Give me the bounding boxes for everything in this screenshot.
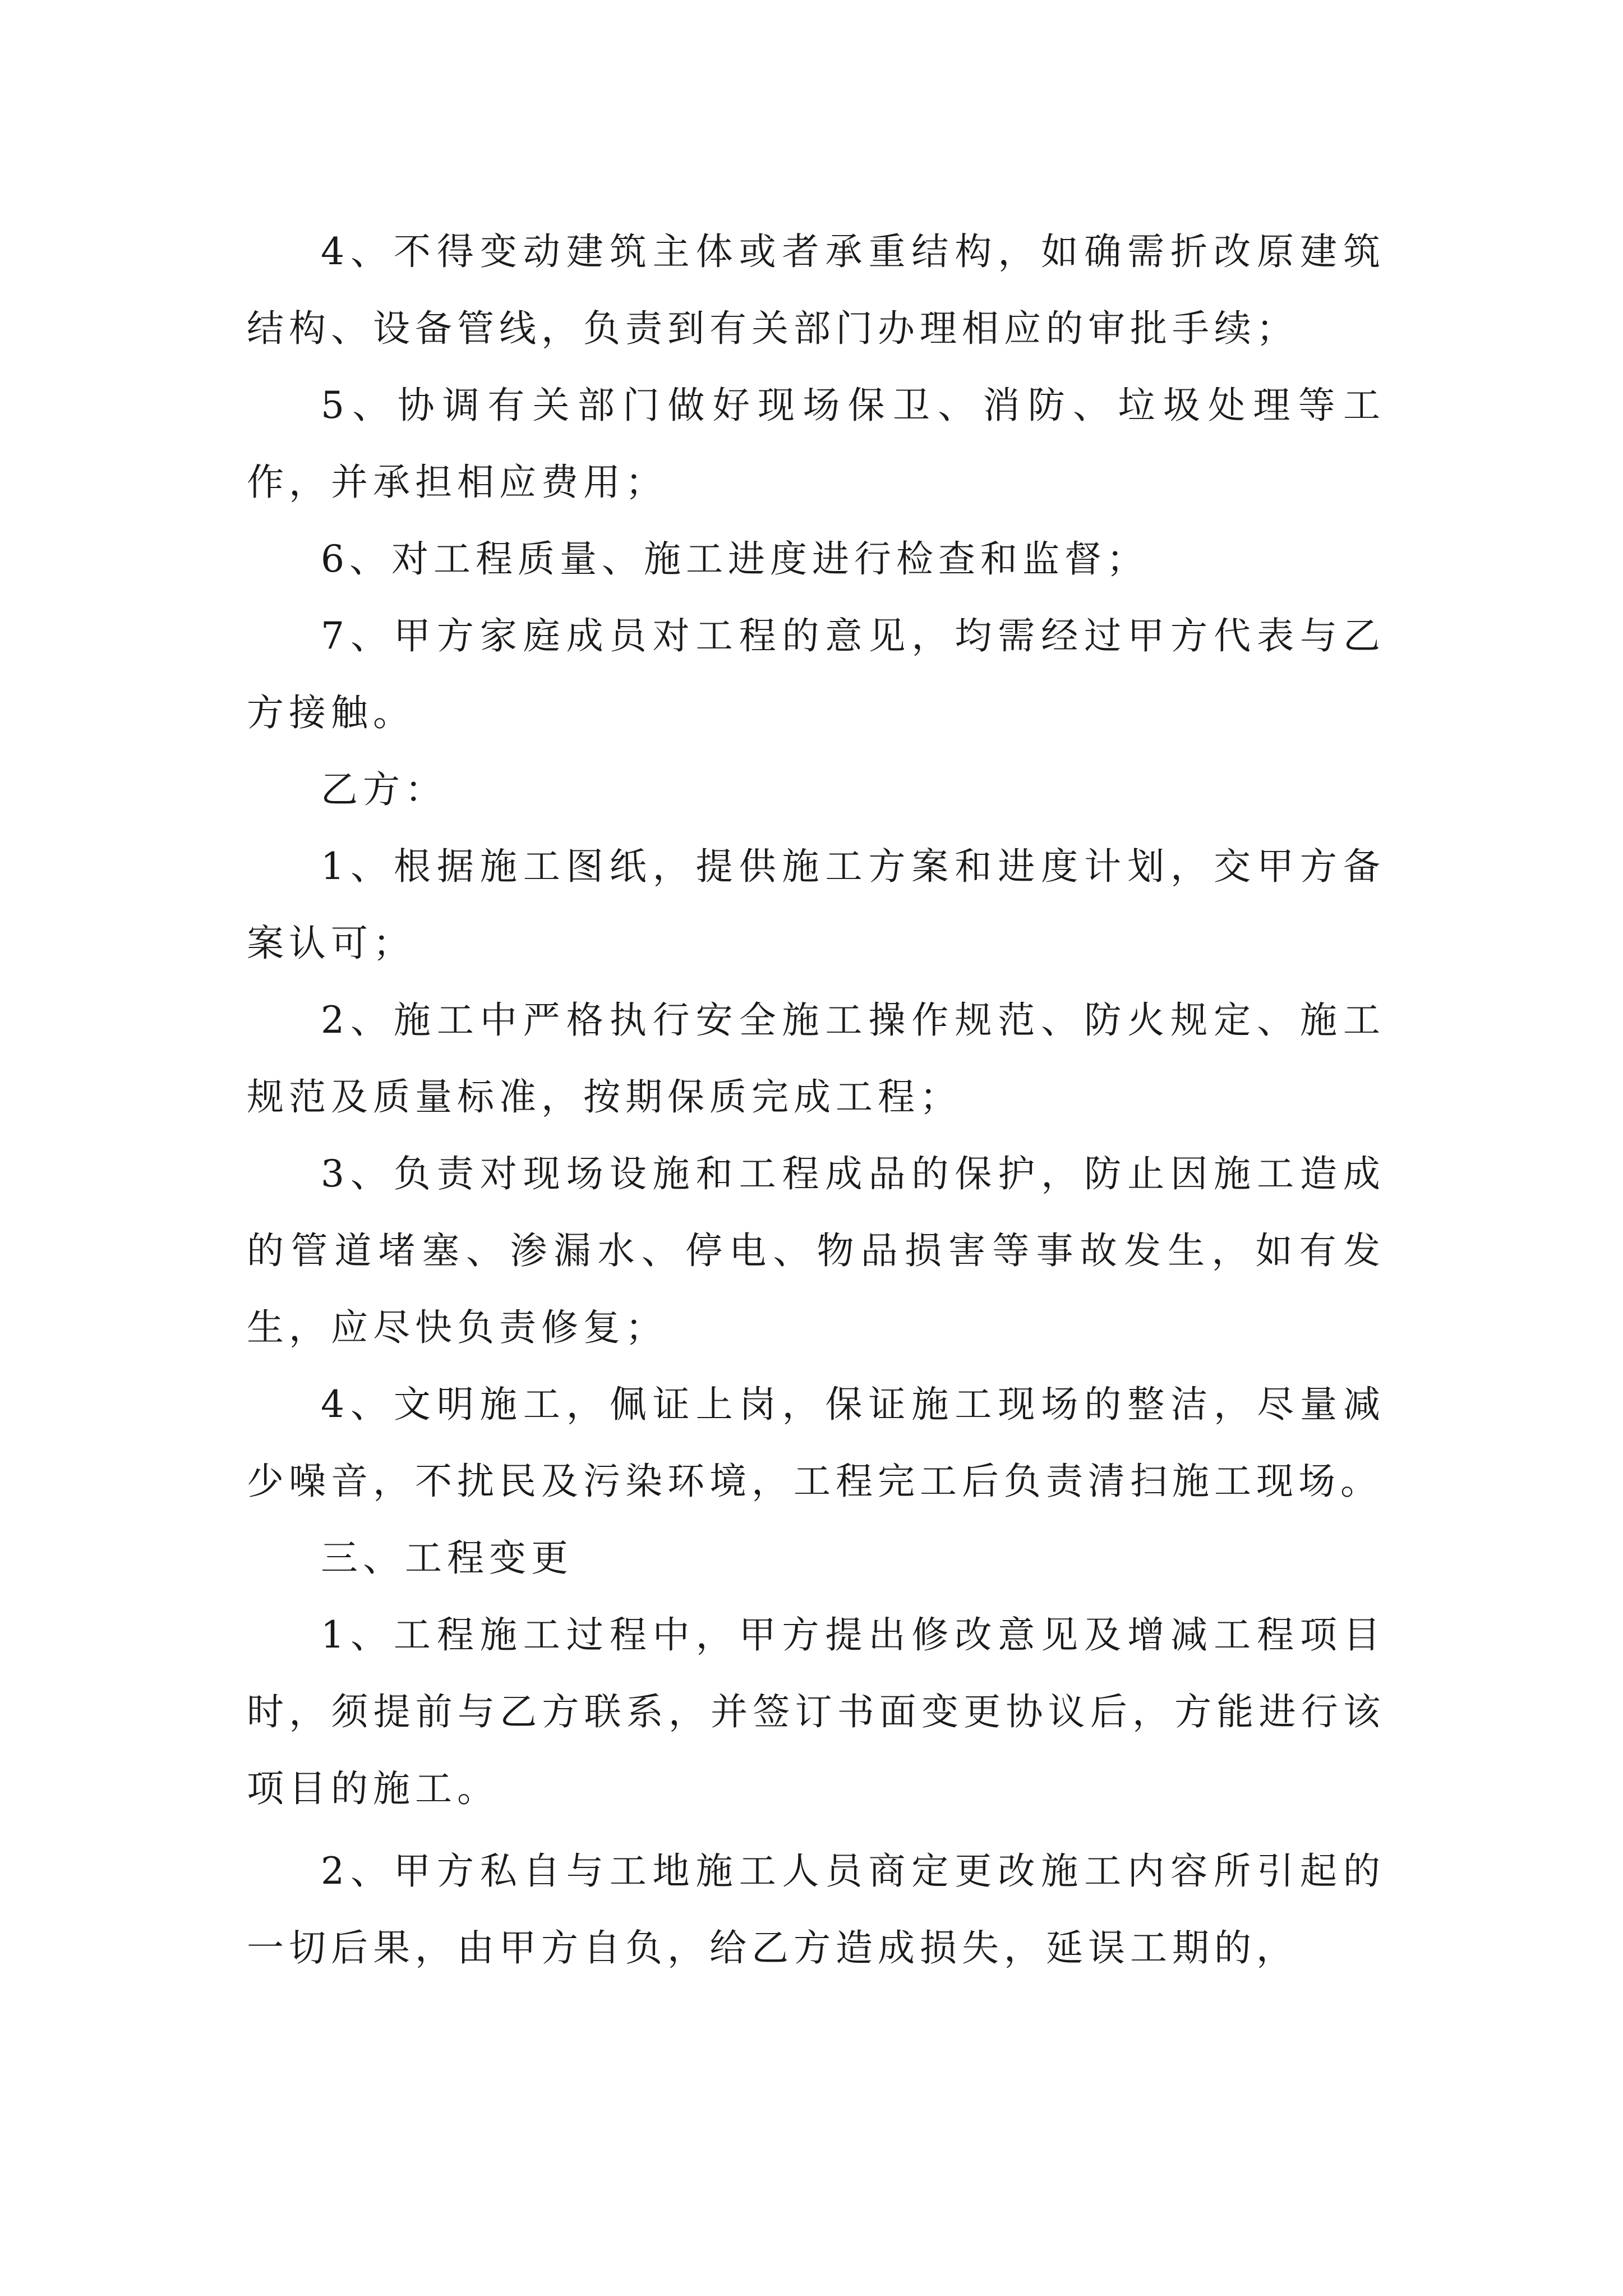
paragraph-party-a-item-4: 4、不得变动建筑主体或者承重结构，如确需折改原建筑结构、设备管线，负责到有关部门办理相应的审批手续； bbox=[247, 230, 1385, 350]
section-heading-engineering-change: 三、工程变更 bbox=[321, 1536, 573, 1580]
paragraph-party-b-item-3: 3、负责对现场设施和工程成品的保护，防止因施工造成的管道堵塞、渗漏水、停电、物品损害等事故发生，如有发生，应尽快负责修复； bbox=[247, 1152, 1385, 1349]
paragraph-party-a-item-6: 6、对工程质量、施工进度进行检查和监督； bbox=[321, 537, 1149, 581]
paragraph-change-item-2: 2、甲方私自与工地施工人员商定更改施工内容所引起的一切后果，由甲方自负，给乙方造成损失，延误工期的， bbox=[247, 1849, 1385, 1970]
paragraph-party-a-item-5: 5、协调有关部门做好现场保卫、消防、垃圾处理等工作，并承担相应费用； bbox=[247, 384, 1385, 504]
paragraph-change-item-1: 1、工程施工过程中，甲方提出修改意见及增减工程项目时，须提前与乙方联系，并签订书面变更协议后，方能进行该项目的施工。 bbox=[247, 1613, 1385, 1810]
paragraph-party-b-item-4: 4、文明施工，佩证上岗，保证施工现场的整洁，尽量减少噪音，不扰民及污染环境，工程完工后负责清扫施工现场。 bbox=[247, 1383, 1385, 1503]
paragraph-party-b-item-2: 2、施工中严格执行安全施工操作规范、防火规定、施工规范及质量标准，按期保质完成工程； bbox=[247, 999, 1385, 1119]
paragraph-party-a-item-7: 7、甲方家庭成员对工程的意见，均需经过甲方代表与乙方接触。 bbox=[247, 614, 1385, 734]
paragraph-party-b-item-1: 1、根据施工图纸，提供施工方案和进度计划，交甲方备案认可； bbox=[247, 845, 1385, 965]
document-body bbox=[247, 213, 1385, 1986]
party-b-heading: 乙方： bbox=[321, 768, 447, 811]
